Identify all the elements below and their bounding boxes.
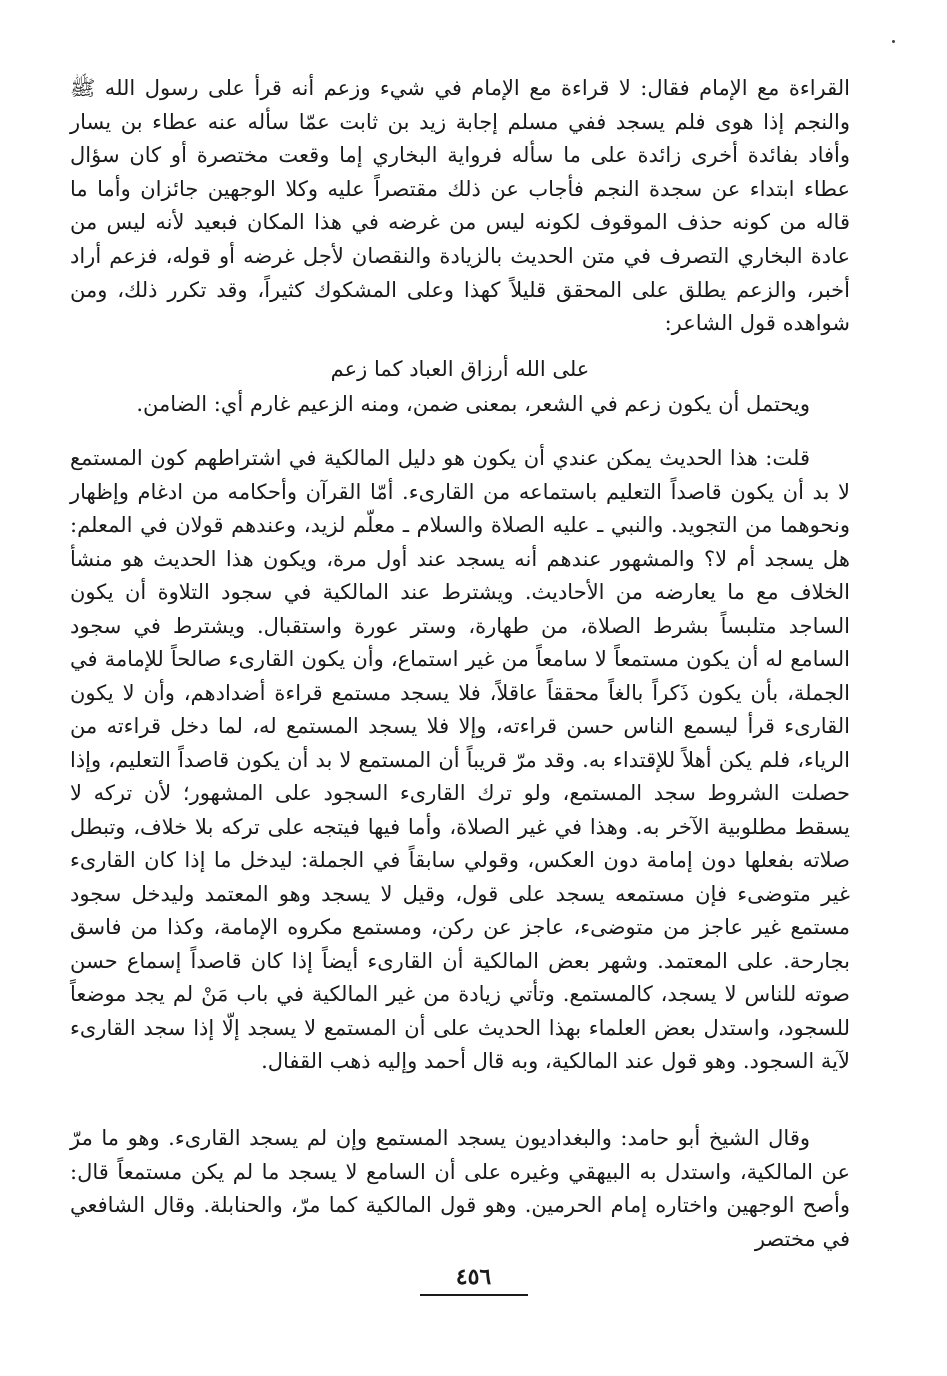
- paragraph-3: قلت: هذا الحديث يمكن عندي أن يكون هو دليل المالكية في اشتراطهم كون المستمع لا بد أن يكون قاصداً التعليم باستماعه من القارىء. أمّا القرآن وأحكامه من ادغام وإظهار ونحوهما من التجويد. والنبي ـ عليه الصلاة والسلام ـ معلّم لزيد، وعندهم قولان في المعلم: هل يسجد أم لا؟ والمشهور عندهم أنه يسجد عند أول مرة، ويكون هذا الحديث هو منشأ الخلاف مع ما يعارضه من الأحاديث. ويشترط عند المالكية في سجود التلاوة أن يكون الساجد متلبساً بشرط الصلاة، من طهارة، وستر عورة واستقبال. ويشترط في سجود السامع له أن يكون مستمعاً لا سامعاً من غير استماع، وأن يكون القارىء صالحاً للإمامة في الجملة، بأن يكون ذَكراً بالغاً محققاً عاقلاً، فلا يسجد مستمع قراءة أضدادهم، وأن لا يكون القارىء قرأ ليسمع الناس حسن قراءته، وإلا فلا يسجد المستمع له، لما دخل قراءته من الرياء، فلم يكن أهلاً للإقتداء به. وقد مرّ قريباً أن المستمع لا بد أن يكون قاصداً التعليم، وإذا حصلت الشروط سجد المستمع، ولو ترك القارىء السجود على المشهور؛ لأن تركه لا يسقط مطلوبية الآخر به. وهذا في غير الصلاة، وأما فيها فيتجه على تركه بلا خلاف، وتبطل صلاته بفعلها دون إمامة دون العكس، وقولي سابقاً في الجملة: ليدخل ما إذا كان القارىء غير متوضىء فإن مستمعه يسجد على قول، وقيل لا يسجد وهو المعتمد وليدخل سجود مستمع غير عاجز من متوضىء، عاجز عن ركن، ومستمع مكروه الإمامة، وكذا من فاسق بجارحة. على المعتمد. وشهر بعض المالكية أن القارىء أيضاً إذا كان قاصداً إسماع حسن صوته للناس لا يسجد، كالمستمع. وتأتي زيادة من غير المالكية في باب مَنْ لم يجد موضعاً للسجود، واستدل بعض العلماء بهذا الحديث على أن المستمع لا يسجد إلّا إذا سجد القارىء لآية السجود. وهو قول عند المالكية، وبه قال أحمد وإليه ذهب القفال.: [70, 446, 851, 1073]
- paragraph-2: ويحتمل أن يكون زعم في الشعر، بمعنى ضمن، ومنه الزعيم غارم أي: الضامن.: [136, 392, 810, 416]
- poetry-verse: على الله أرزاق العباد كما زعم: [330, 357, 590, 381]
- page-number-underline: [420, 1294, 528, 1296]
- page-body: [70, 72, 851, 1251]
- page-number: ٤٥٦: [455, 1264, 492, 1290]
- paragraph-1: القراءة مع الإمام فقال: لا قراءة مع الإمام في شيء وزعم أنه قرأ على رسول الله ﷺ والنجم إذا هوى فلم يسجد ففي مسلم إجابة زيد بن ثابت عمّا سأله عنه عطاء بن يسار وأفاد بفائدة أخرى زائدة على ما سأله فرواية البخاري إما وقعت مختصرة أو كان سؤال عطاء ابتداء عن سجدة النجم فأجاب عن ذلك مقتصراً عليه وكلا الوجهين جائزان وأما ما قاله من كونه حذف الموقوف لكونه ليس من غرضه في هذا المكان فبعيد لأنه ليس من عادة البخاري التصرف في متن الحديث بالزيادة والنقصان لأجل غرضه أو قوله، فزعم أراد أخبر، والزعم يطلق على المحقق قليلاً كهذا وعلى المشكوك كثيراً، وقد تكرر ذلك، ومن شواهده قول الشاعر:: [70, 76, 850, 336]
- paragraph-4: وقال الشيخ أبو حامد: والبغداديون يسجد المستمع وإن لم يسجد القارىء. وهو ما مرّ عن المالكية، واستدل به البيهقي وغيره على أن السامع لا يسجد ما لم يكن مستمعاً قال: وأصح الوجهين واختاره إمام الحرمين. وهو قول المالكية كما مرّ، والحنابلة. وقال الشافعي في مختصر: [70, 1126, 850, 1251]
- scan-speck: [892, 40, 895, 43]
